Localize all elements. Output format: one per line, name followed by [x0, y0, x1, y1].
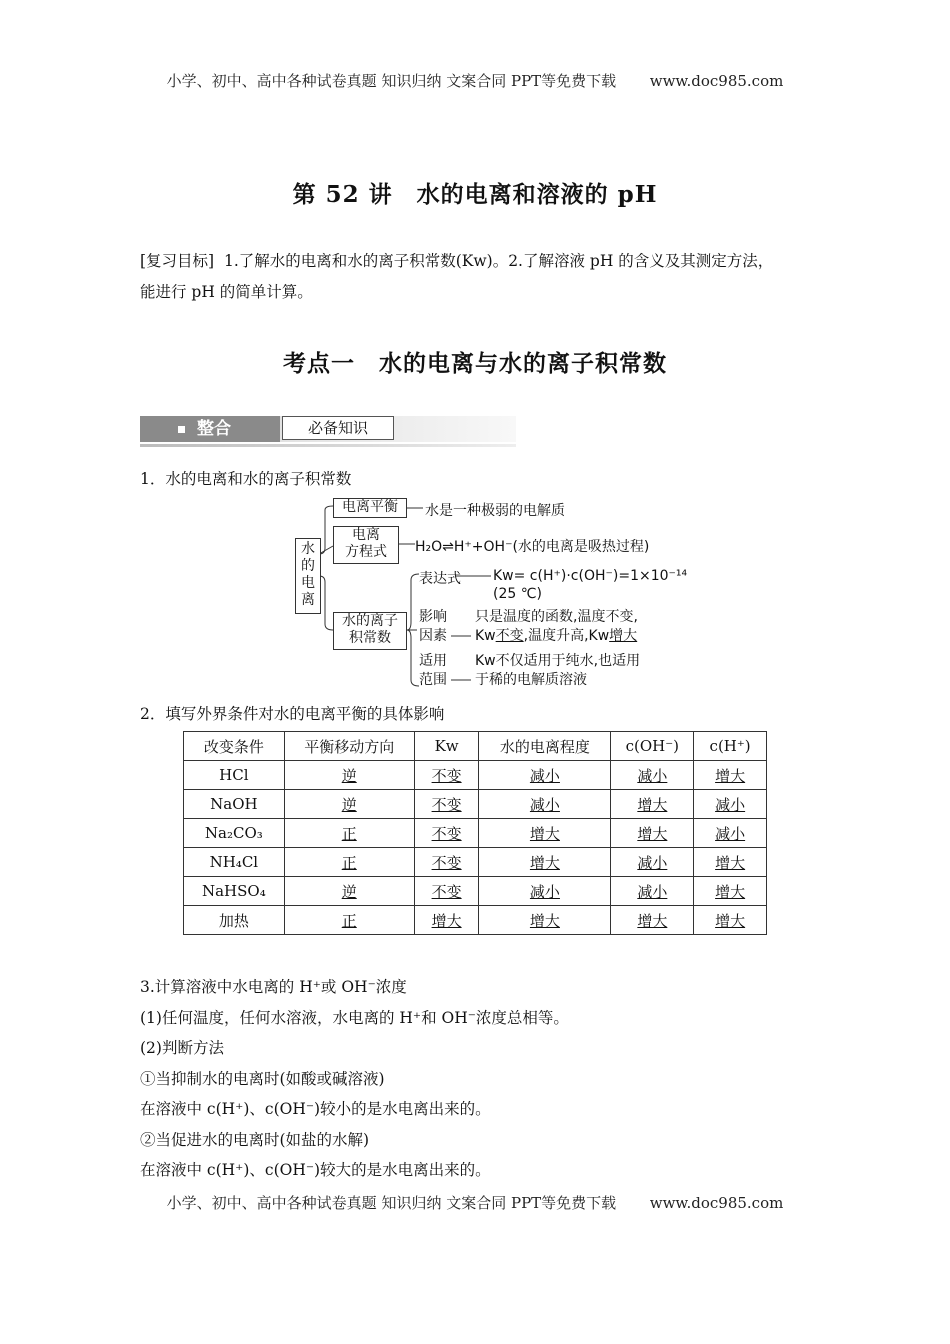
cell-value: 不变	[414, 877, 479, 906]
table-row	[184, 790, 767, 819]
cell-value: 不变	[414, 790, 479, 819]
cell-value: 减小	[694, 790, 767, 819]
cell-value: 减小	[611, 848, 694, 877]
footer-text: 小学、初中、高中各种试卷真题 知识归纳 文案合同 PPT等免费下载	[166, 1194, 617, 1212]
page-header	[0, 70, 950, 91]
water-ionization-diagram	[295, 496, 715, 692]
item3-line: (1)任何温度，任何水溶液，水电离的 H⁺和 OH⁻浓度总相等。	[140, 1008, 569, 1027]
table-row	[184, 761, 767, 790]
infl-desc: 只是温度的函数,温度不变, Kw不变,温度升高,Kw增大	[475, 609, 638, 644]
table-row	[184, 906, 767, 935]
cell-value: 增大	[479, 906, 611, 935]
cell-value: 逆	[284, 790, 414, 819]
equation-desc: H₂O⇌H⁺+OH⁻(水的电离是吸热过程)	[415, 539, 650, 555]
table-row	[184, 819, 767, 848]
root-label: 水的电离	[301, 541, 315, 608]
item3-line: ②当促进水的电离时(如盐的水解)	[140, 1130, 370, 1149]
cell-value: 减小	[611, 761, 694, 790]
col-header: Kw	[414, 732, 479, 761]
cell-value: 不变	[414, 848, 479, 877]
item3-line: ①当抑制水的电离时(如酸或碱溶液)	[140, 1069, 385, 1088]
item1-heading: 1．水的电离和水的离子积常数	[140, 470, 352, 488]
col-header: 改变条件	[184, 732, 285, 761]
table-row	[184, 848, 767, 877]
cell-condition: NaHSO₄	[184, 877, 285, 906]
header-text: 小学、初中、高中各种试卷真题 知识归纳 文案合同 PPT等免费下载	[166, 72, 617, 90]
review-label: [复习目标]	[140, 252, 215, 270]
item3-line: 在溶液中 c(H⁺)、c(OH⁻)较小的是水电离出来的。	[140, 1100, 491, 1118]
node-kw: 水的离子 积常数	[333, 612, 407, 650]
cell-condition: HCl	[184, 761, 285, 790]
cell-value: 增大	[611, 790, 694, 819]
square-icon	[178, 426, 185, 433]
cell-value: 增大	[611, 906, 694, 935]
apply-label: 适用 范围	[419, 653, 447, 688]
cell-value: 减小	[479, 877, 611, 906]
cell-value: 不变	[414, 761, 479, 790]
cell-value: 正	[284, 848, 414, 877]
balance-desc: 水是一种极弱的电解质	[425, 503, 565, 519]
section-title: 考点一 水的电离与水的离子积常数	[283, 350, 667, 377]
lecture-title: 第 52 讲 水的电离和溶液的 pH	[292, 181, 658, 208]
col-header: 水的电离程度	[479, 732, 611, 761]
header-url[interactable]: www.doc985.com	[649, 72, 784, 90]
cell-value: 增大	[694, 848, 767, 877]
cell-value: 增大	[479, 819, 611, 848]
cell-value: 增大	[694, 761, 767, 790]
cell-condition: 加热	[184, 906, 285, 935]
cell-value: 增大	[694, 877, 767, 906]
col-header: c(H⁺)	[694, 732, 767, 761]
item3-line: 在溶液中 c(H⁺)、c(OH⁻)较大的是水电离出来的。	[140, 1161, 491, 1179]
footer-url[interactable]: www.doc985.com	[649, 1194, 784, 1212]
cell-value: 正	[284, 819, 414, 848]
banner-right: 必备知识	[282, 416, 394, 440]
cell-value: 减小	[694, 819, 767, 848]
expr-cond: (25 ℃)	[493, 586, 542, 602]
node-equation: 电离 方程式	[333, 526, 399, 564]
cell-value: 减小	[479, 790, 611, 819]
cell-value: 减小	[611, 877, 694, 906]
item3-block	[140, 972, 840, 1186]
cell-value: 增大	[414, 906, 479, 935]
col-header: 平衡移动方向	[284, 732, 414, 761]
table-row	[184, 877, 767, 906]
influence-table	[183, 731, 767, 935]
cell-condition: NaOH	[184, 790, 285, 819]
cell-value: 增大	[479, 848, 611, 877]
cell-value: 正	[284, 906, 414, 935]
cell-value: 不变	[414, 819, 479, 848]
cell-value: 增大	[611, 819, 694, 848]
node-root	[295, 538, 321, 614]
table-header-row	[184, 732, 767, 761]
col-header: c(OH⁻)	[611, 732, 694, 761]
cell-condition: NH₄Cl	[184, 848, 285, 877]
item3-line: (2)判断方法	[140, 1039, 224, 1057]
banner-left: 整合	[140, 416, 280, 442]
cell-value: 逆	[284, 761, 414, 790]
node-balance: 电离平衡	[333, 498, 407, 518]
item2-heading: 2．填写外界条件对水的电离平衡的具体影响	[140, 705, 445, 723]
page-footer	[0, 1192, 950, 1213]
cell-value: 逆	[284, 877, 414, 906]
review-line1: 1.了解水的电离和水的离子积常数(Kw)。2.了解溶液 pH 的含义及其测定方法，	[223, 252, 774, 270]
expr-label: 表达式	[419, 571, 461, 587]
apply-desc: Kw不仅适用于纯水,也适用 于稀的电解质溶液	[475, 653, 641, 688]
review-goals	[140, 250, 820, 303]
review-line2: 能进行 pH 的简单计算。	[140, 283, 313, 301]
section-banner	[140, 414, 516, 447]
cell-condition: Na₂CO₃	[184, 819, 285, 848]
cell-value: 增大	[694, 906, 767, 935]
infl-label: 影响 因素	[419, 609, 447, 644]
cell-value: 减小	[479, 761, 611, 790]
expr-desc: Kw= c(H⁺)·c(OH⁻)=1×10⁻¹⁴	[493, 568, 688, 584]
item3-heading: 3.计算溶液中水电离的 H⁺或 OH⁻浓度	[140, 978, 407, 996]
